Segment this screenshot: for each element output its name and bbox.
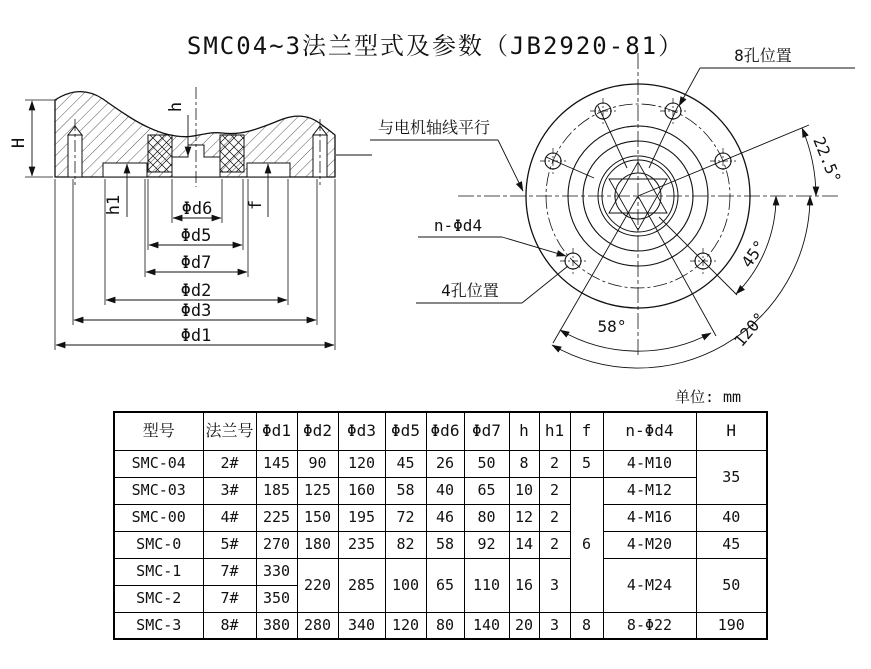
table-cell: 5	[570, 450, 603, 477]
table-cell: 270	[256, 531, 297, 558]
front-view-drawing	[370, 45, 871, 375]
header-cell: Φd1	[256, 412, 297, 450]
header-cell: Φd6	[426, 412, 464, 450]
right-bearing-seat	[220, 135, 244, 172]
parallel-axis-label: 与电机轴线平行	[377, 118, 491, 137]
table-cell: 2	[539, 450, 570, 477]
header-cell: Φd2	[297, 412, 338, 450]
four-hole-label: 4孔位置	[441, 281, 499, 300]
table-cell: 65	[426, 558, 464, 612]
table-cell: 50	[696, 558, 767, 612]
table-cell: 45	[696, 531, 767, 558]
table-cell: 12	[509, 504, 539, 531]
dim-d6-label: Φd6	[181, 199, 213, 219]
parameters-table	[113, 411, 768, 640]
dim-H-label: H	[9, 137, 29, 149]
table-cell: 2	[539, 477, 570, 504]
dim-d3-label: Φd3	[180, 301, 212, 321]
table-cell: 350	[256, 585, 297, 612]
header-cell: 法兰号	[203, 412, 256, 450]
table-cell: 185	[256, 477, 297, 504]
table-cell: 180	[297, 531, 338, 558]
table-cell: 195	[338, 504, 385, 531]
unit-label: 单位: mm	[674, 388, 742, 406]
table-cell: 225	[256, 504, 297, 531]
table-cell: 20	[509, 612, 539, 639]
table-cell: 82	[385, 531, 426, 558]
dim-d7-label: Φd7	[180, 253, 212, 273]
table-row	[114, 531, 767, 558]
table-cell: 125	[297, 477, 338, 504]
table-cell: 6	[570, 477, 603, 612]
header-cell: Φd5	[385, 412, 426, 450]
table-cell: 4-M12	[603, 477, 696, 504]
table-cell: 92	[464, 531, 509, 558]
left-recess	[103, 163, 147, 177]
header-cell: f	[570, 412, 603, 450]
table-cell: 190	[696, 612, 767, 639]
table-cell: 3	[539, 612, 570, 639]
table-cell: 110	[464, 558, 509, 612]
table-cell: 340	[338, 612, 385, 639]
table-cell: 45	[385, 450, 426, 477]
table-cell: 380	[256, 612, 297, 639]
header-cell: Φd7	[464, 412, 509, 450]
angle-58-label: 58°	[597, 317, 627, 336]
dim-d2-label: Φd2	[180, 281, 212, 301]
table-cell: 4-M16	[603, 504, 696, 531]
section-view-drawing	[0, 75, 380, 375]
n-d4-label: n-Φd4	[433, 216, 483, 235]
table-cell: 3#	[203, 477, 256, 504]
table-cell: 8	[509, 450, 539, 477]
table-cell: 4-M10	[603, 450, 696, 477]
table-cell: 235	[338, 531, 385, 558]
table-cell: 90	[297, 450, 338, 477]
table-cell: SMC-3	[114, 612, 203, 639]
table-row	[114, 477, 767, 504]
header-cell: h	[509, 412, 539, 450]
table-cell: 8-Φ22	[603, 612, 696, 639]
angle-120-label: 120°	[730, 308, 770, 351]
table-cell: 150	[297, 504, 338, 531]
table-cell: 46	[426, 504, 464, 531]
dim-f-label: f	[246, 199, 266, 211]
table-cell: 140	[464, 612, 509, 639]
table-cell: 145	[256, 450, 297, 477]
table-cell: 40	[696, 504, 767, 531]
table-row	[114, 504, 767, 531]
table-cell: 120	[338, 450, 385, 477]
table-cell: SMC-2	[114, 585, 203, 612]
table-row	[114, 558, 767, 585]
angle-22-5-label: 22.5°	[809, 134, 845, 186]
table-cell: 5#	[203, 531, 256, 558]
table-cell: 80	[464, 504, 509, 531]
dim-h1-label: h1	[104, 194, 124, 216]
table-cell: 4-M20	[603, 531, 696, 558]
header-cell: h1	[539, 412, 570, 450]
table-cell: 160	[338, 477, 385, 504]
table-cell: 8	[570, 612, 603, 639]
table-cell: 3	[539, 558, 570, 612]
table-cell: 7#	[203, 558, 256, 585]
table-cell: 14	[509, 531, 539, 558]
table-cell: 2#	[203, 450, 256, 477]
table-cell: 120	[385, 612, 426, 639]
table-cell: 2	[539, 531, 570, 558]
dim-h-label: h	[166, 101, 186, 113]
table-cell: SMC-0	[114, 531, 203, 558]
table-row	[114, 450, 767, 477]
table-cell: 40	[426, 477, 464, 504]
table-cell: 4#	[203, 504, 256, 531]
table-cell: SMC-03	[114, 477, 203, 504]
header-cell: 型号	[114, 412, 203, 450]
table-cell: 58	[426, 531, 464, 558]
table-cell: 72	[385, 504, 426, 531]
dim-d5-label: Φd5	[180, 226, 212, 246]
table-cell: 330	[256, 558, 297, 585]
header-cell: Φd3	[338, 412, 385, 450]
table-cell: 35	[696, 450, 767, 504]
dim-d1-label: Φd1	[180, 326, 212, 346]
table-cell: 26	[426, 450, 464, 477]
table-cell: 100	[385, 558, 426, 612]
table-header-row	[114, 412, 767, 450]
left-bearing-seat	[148, 135, 172, 172]
table-cell: SMC-04	[114, 450, 203, 477]
table-cell: 8#	[203, 612, 256, 639]
angle-45-label: 45°	[737, 236, 770, 272]
table-cell: 285	[338, 558, 385, 612]
table-cell: 280	[297, 612, 338, 639]
table-cell: SMC-1	[114, 558, 203, 585]
table-cell: 2	[539, 504, 570, 531]
table-cell: 220	[297, 558, 338, 612]
table-cell: 65	[464, 477, 509, 504]
table-cell: 16	[509, 558, 539, 612]
header-cell: H	[696, 412, 767, 450]
table-cell: 7#	[203, 585, 256, 612]
drawing-title: SMC04~3法兰型式及参数（JB2920-81）	[186, 32, 685, 60]
table-cell: 10	[509, 477, 539, 504]
table-cell: 58	[385, 477, 426, 504]
right-recess	[247, 163, 290, 177]
table-cell: 4-M24	[603, 558, 696, 612]
header-cell: n-Φd4	[603, 412, 696, 450]
table-cell: 80	[426, 612, 464, 639]
eight-hole-label: 8孔位置	[734, 46, 792, 65]
table-cell: 50	[464, 450, 509, 477]
table-cell: SMC-00	[114, 504, 203, 531]
table-row	[114, 612, 767, 639]
